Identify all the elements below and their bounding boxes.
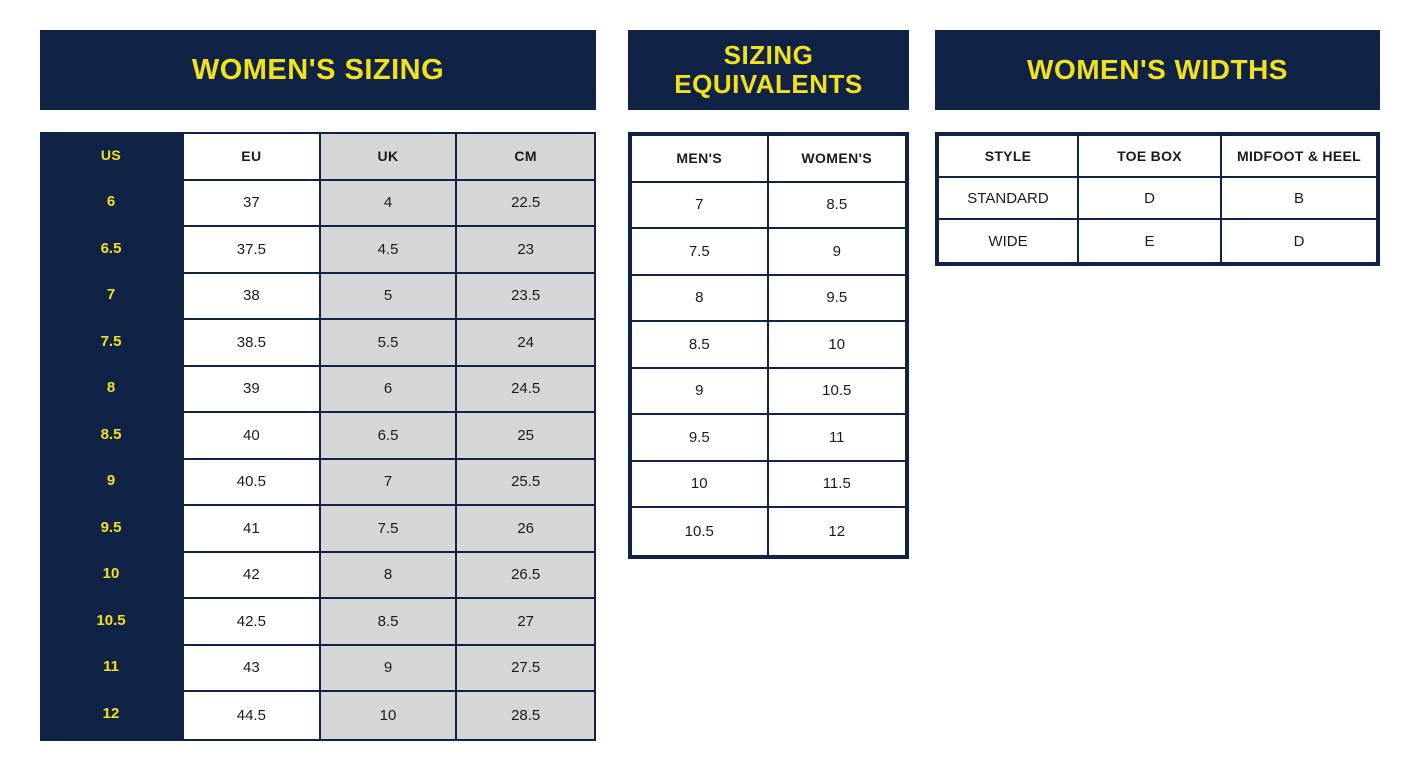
column-header-uk: UK bbox=[321, 134, 458, 181]
womens-sizing-table bbox=[40, 132, 596, 741]
column-uk bbox=[321, 134, 458, 739]
table-cell: 8 bbox=[632, 276, 769, 323]
column-mens bbox=[632, 136, 769, 555]
table-cell: 26 bbox=[457, 506, 594, 553]
table-cell: WIDE bbox=[939, 220, 1079, 262]
table-cell: 4 bbox=[321, 181, 458, 228]
table-cell: 37 bbox=[184, 181, 321, 228]
table-cell: 9.5 bbox=[632, 415, 769, 462]
column-eu bbox=[184, 134, 321, 739]
table-cell: 28.5 bbox=[457, 692, 594, 739]
table-cell: 8 bbox=[321, 553, 458, 600]
table-cell: 12 bbox=[769, 508, 906, 555]
column-cm bbox=[457, 134, 594, 739]
table-cell: 10 bbox=[769, 322, 906, 369]
table-cell: 39 bbox=[184, 367, 321, 414]
table-cell: 7 bbox=[321, 460, 458, 507]
column-header-cm: CM bbox=[457, 134, 594, 181]
table-row: 7 bbox=[106, 286, 116, 304]
sizing-equivalents-panel bbox=[628, 30, 909, 559]
table-row: 7.5 bbox=[100, 332, 122, 350]
sizing-equivalents-title bbox=[628, 30, 909, 110]
womens-sizing-grid bbox=[182, 132, 596, 741]
column-midfoot-heel bbox=[1222, 136, 1376, 262]
sizing-equivalents-table bbox=[628, 132, 909, 559]
table-cell: 5 bbox=[321, 274, 458, 321]
column-header-style: STYLE bbox=[939, 136, 1079, 178]
table-cell: 6 bbox=[321, 367, 458, 414]
table-cell: 10.5 bbox=[769, 369, 906, 416]
table-cell: 6.5 bbox=[321, 413, 458, 460]
table-cell: 9 bbox=[321, 646, 458, 693]
table-cell: 11 bbox=[769, 415, 906, 462]
table-cell: 7.5 bbox=[321, 506, 458, 553]
table-cell: 10 bbox=[321, 692, 458, 739]
table-cell: 5.5 bbox=[321, 320, 458, 367]
table-cell: 11.5 bbox=[769, 462, 906, 509]
table-cell: 23.5 bbox=[457, 274, 594, 321]
table-cell: 26.5 bbox=[457, 553, 594, 600]
table-cell: 42 bbox=[184, 553, 321, 600]
table-cell: 41 bbox=[184, 506, 321, 553]
table-cell: 44.5 bbox=[184, 692, 321, 739]
table-cell: 27 bbox=[457, 599, 594, 646]
sizing-equivalents-title-line1: SIZING bbox=[723, 39, 814, 70]
column-toe-box bbox=[1079, 136, 1222, 262]
table-cell: 9.5 bbox=[769, 276, 906, 323]
table-cell: 25.5 bbox=[457, 460, 594, 507]
table-cell: D bbox=[1222, 220, 1376, 262]
table-cell: 8.5 bbox=[769, 183, 906, 230]
table-row: 12 bbox=[102, 704, 120, 722]
table-cell: D bbox=[1079, 178, 1222, 220]
column-header-mens: MEN'S bbox=[632, 136, 769, 183]
column-header-womens: WOMEN'S bbox=[769, 136, 906, 183]
table-cell: 24.5 bbox=[457, 367, 594, 414]
table-cell: 10.5 bbox=[632, 508, 769, 555]
table-row: 10.5 bbox=[96, 611, 126, 629]
table-cell: 9 bbox=[769, 229, 906, 276]
column-header-toe-box: TOE BOX bbox=[1079, 136, 1222, 178]
column-style bbox=[939, 136, 1079, 262]
womens-widths-table bbox=[935, 132, 1380, 266]
table-cell: E bbox=[1079, 220, 1222, 262]
table-cell: 40 bbox=[184, 413, 321, 460]
table-cell: 25 bbox=[457, 413, 594, 460]
table-cell: 40.5 bbox=[184, 460, 321, 507]
table-cell: STANDARD bbox=[939, 178, 1079, 220]
column-womens bbox=[769, 136, 906, 555]
table-row: 10 bbox=[102, 565, 120, 583]
column-header-eu: EU bbox=[184, 134, 321, 181]
table-row: 6 bbox=[106, 193, 116, 211]
table-cell: 24 bbox=[457, 320, 594, 367]
table-cell: 7 bbox=[632, 183, 769, 230]
table-cell: 8.5 bbox=[632, 322, 769, 369]
table-cell: 7.5 bbox=[632, 229, 769, 276]
womens-sizing-title: WOMEN'S SIZING bbox=[40, 30, 596, 110]
womens-widths-panel bbox=[935, 30, 1380, 266]
table-cell: 38.5 bbox=[184, 320, 321, 367]
table-cell: 38 bbox=[184, 274, 321, 321]
table-cell: 42.5 bbox=[184, 599, 321, 646]
table-row: 8 bbox=[106, 379, 116, 397]
womens-sizing-panel bbox=[40, 30, 596, 741]
table-row: 8.5 bbox=[100, 425, 122, 443]
table-cell: B bbox=[1222, 178, 1376, 220]
table-cell: 37.5 bbox=[184, 227, 321, 274]
column-header-us: US bbox=[100, 147, 122, 164]
sizing-equivalents-title-line2: EQUIVALENTS bbox=[674, 69, 863, 99]
table-cell: 8.5 bbox=[321, 599, 458, 646]
womens-sizing-us-column bbox=[40, 132, 182, 741]
table-cell: 22.5 bbox=[457, 181, 594, 228]
table-row: 9.5 bbox=[100, 518, 122, 536]
table-cell: 4.5 bbox=[321, 227, 458, 274]
table-cell: 10 bbox=[632, 462, 769, 509]
table-cell: 9 bbox=[632, 369, 769, 416]
table-cell: 27.5 bbox=[457, 646, 594, 693]
table-cell: 43 bbox=[184, 646, 321, 693]
womens-widths-title: WOMEN'S WIDTHS bbox=[935, 30, 1380, 110]
table-row: 6.5 bbox=[100, 239, 122, 257]
table-row: 11 bbox=[103, 658, 119, 676]
table-cell: 23 bbox=[457, 227, 594, 274]
column-header-midfoot-heel: MIDFOOT & HEEL bbox=[1222, 136, 1376, 178]
table-row: 9 bbox=[106, 472, 116, 490]
